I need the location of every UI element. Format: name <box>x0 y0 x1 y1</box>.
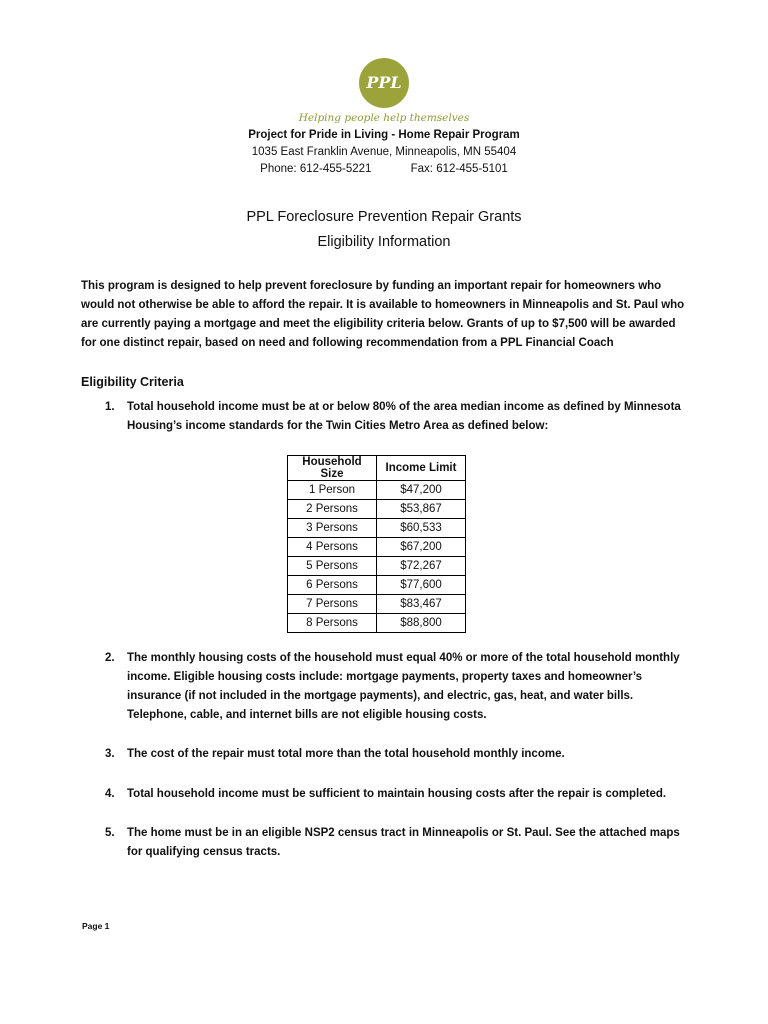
title-line-2: Eligibility Information <box>317 234 451 250</box>
item-text: The cost of the repair must total more than the total household monthly income. <box>127 748 565 760</box>
ppl-logo-icon: PPL <box>359 58 409 108</box>
org-info <box>0 127 768 178</box>
table-row <box>288 481 466 500</box>
item-number: 5. <box>105 827 115 839</box>
document-title <box>0 205 768 255</box>
criteria-item-2 <box>81 649 691 725</box>
criteria-item-1 <box>81 398 691 436</box>
criteria-heading: Eligibility Criteria <box>81 375 184 389</box>
column-header: Household Size <box>288 456 377 481</box>
table-header-row <box>288 456 466 481</box>
item-text: Total household income must be at or below 80% of the area median income as defined by Minnesota Housing’s income standards for the Twin Cities Metro Area as defined below: <box>127 401 681 432</box>
item-number: 2. <box>105 652 115 664</box>
income-limit-cell: $83,467 <box>377 595 466 614</box>
item-text: Total household income must be sufficient to maintain housing costs after the repair is completed. <box>127 788 667 800</box>
table-row <box>288 500 466 519</box>
income-limit-cell: $77,600 <box>377 576 466 595</box>
page-number: Page 1 <box>82 921 110 931</box>
criteria-item-4 <box>81 785 691 804</box>
org-name: Project for Pride in Living - Home Repair Program <box>248 129 520 141</box>
column-header: Income Limit <box>377 456 466 481</box>
org-contact <box>0 161 768 178</box>
org-address: 1035 East Franklin Avenue, Minneapolis, MN 55404 <box>251 146 517 158</box>
income-limit-cell: $60,533 <box>377 519 466 538</box>
tagline: Helping people help themselves <box>298 112 470 124</box>
item-number: 1. <box>105 401 115 413</box>
household-size-cell: 1 Person <box>288 481 377 500</box>
household-size-cell: 4 Persons <box>288 538 377 557</box>
criteria-item-5 <box>81 824 691 862</box>
household-size-cell: 6 Persons <box>288 576 377 595</box>
criteria-item-3 <box>81 745 691 764</box>
household-size-cell: 2 Persons <box>288 500 377 519</box>
household-size-cell: 7 Persons <box>288 595 377 614</box>
title-line-1: PPL Foreclosure Prevention Repair Grants <box>246 209 522 225</box>
item-number: 3. <box>105 748 115 760</box>
household-size-cell: 5 Persons <box>288 557 377 576</box>
table-row <box>288 519 466 538</box>
item-text: The monthly housing costs of the household must equal 40% or more of the total household monthly income. Eligible housing costs include: mortgage payments, property taxes and homeowner’s insurance (if not included in the mortgage payments), and electric, gas, heat, and water bills. Telephone, cable, and internet bills are not eligible housing costs. <box>127 652 680 721</box>
income-limit-cell: $88,800 <box>377 614 466 633</box>
item-number: 4. <box>105 788 115 800</box>
phone-number: Phone: 612-455-5221 <box>260 163 372 175</box>
fax-number: Fax: 612-455-5101 <box>410 163 508 175</box>
income-limit-cell: $47,200 <box>377 481 466 500</box>
table-row <box>288 576 466 595</box>
income-limit-cell: $72,267 <box>377 557 466 576</box>
logo <box>0 58 768 108</box>
table-row <box>288 595 466 614</box>
table-row <box>288 614 466 633</box>
table-row <box>288 538 466 557</box>
household-size-cell: 3 Persons <box>288 519 377 538</box>
household-size-cell: 8 Persons <box>288 614 377 633</box>
income-limit-cell: $67,200 <box>377 538 466 557</box>
item-text: The home must be in an eligible NSP2 census tract in Minneapolis or St. Paul. See the attached maps for qualifying census tracts. <box>127 827 680 858</box>
income-limit-cell: $53,867 <box>377 500 466 519</box>
income-limit-table <box>287 455 466 633</box>
intro-paragraph: This program is designed to help prevent foreclosure by funding an important repair for homeowners who would not otherwise be able to afford the repair. It is available to homeowners in Minneapolis and St. Paul who are currently paying a mortgage and meet the eligibility criteria below. Grants of up to $7,500 will be awarded for one distinct repair, based on need and following recommendation from a PPL Financial Coach <box>81 280 685 349</box>
table-row <box>288 557 466 576</box>
